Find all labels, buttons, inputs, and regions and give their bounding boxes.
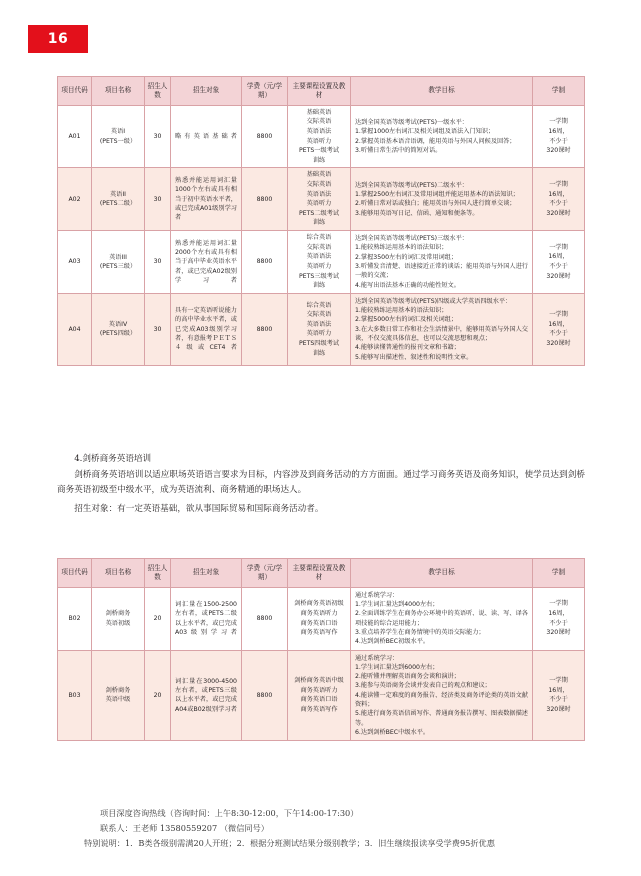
col-header-code: 项目代码 <box>58 559 92 588</box>
cell-term: 一学期 16周， 不少于 320课时 <box>533 231 585 294</box>
cell-name: 英语I (PETS一级） <box>92 105 145 168</box>
cell-quota: 30 <box>145 231 171 294</box>
cell-term: 一学期 16周， 不少于 320课时 <box>533 650 585 741</box>
cell-goal: 达到全国英语等级考试(PETS)二级水平： 1.掌握2500左右词汇及常用词组并能运用基本的语法知识； 2.听懂日常对话或独白；能用英语与外国人进行简单交谈； 3.能够用英语写日记、信函、通知和便条等。 <box>351 168 533 231</box>
col-header-name: 项目名称 <box>92 559 145 588</box>
col-header-term: 学制 <box>533 559 585 588</box>
cell-quota: 30 <box>145 168 171 231</box>
cell-name: 英语II (PETS二级） <box>92 168 145 231</box>
cell-goal: 通过系统学习： 1.学生词汇量达到4000左右； 2.全面训练学生在商务办公环境中的英语听、说、读、写、译各项技能的综合运用能力； 3.重点培养学生在商务情境中的英语交际能力； 4.达到剑桥BEC初级水平。 <box>351 587 533 650</box>
cell-code: A01 <box>58 105 92 168</box>
col-header-name: 项目名称 <box>92 77 145 106</box>
cell-name: 英语IV (PETS四级） <box>92 293 145 365</box>
cell-course: 综合英语 交际英语 英语语法 英语听力 PETS四级考试 训练 <box>288 293 351 365</box>
table-b-body <box>58 587 585 740</box>
business-english-course-table <box>57 558 585 741</box>
col-header-goal: 教学目标 <box>351 559 533 588</box>
cell-target: 词汇量在3000-4500左右者，或PETS三级以上水平者，或已完成A04或B02级别学习者 <box>171 650 242 741</box>
cell-goal: 达到全国英语等级考试(PETS)四级或大学英语四级水平： 1.能较熟练运用基本的语法知识； 2.掌握5000左右的词汇及相关词组； 3.在大多数日常工作和社会生活情景中，能够用英语与外国人交谈，不仅交流具体信息，也可以交流思想和观点； 4.能够读懂普通性的报刊文章和书籍； 5.能够写出描述性、叙述性和说明性文章。 <box>351 293 533 365</box>
cell-code: A04 <box>58 293 92 365</box>
col-header-target: 招生对象 <box>171 559 242 588</box>
cell-target: 熟悉并能运用词汇量1000个左右或具有相当于初中英语水平者，或已完成A01级别学习者 <box>171 168 242 231</box>
col-header-course: 主要课程设置及教材 <box>288 559 351 588</box>
cell-term: 一学期 16周， 不少于 320课时 <box>533 293 585 365</box>
cell-goal: 达到全国英语等级考试(PETS)一级水平： 1.掌握1000左右词汇及相关词组及语法入门知识； 2.掌握英语基本语音语调，能用英语与外国人问候及回答； 3.听懂日常生活中的简短对话。 <box>351 105 533 168</box>
cell-term: 一学期 16周， 不少于 320课时 <box>533 105 585 168</box>
table-header-row <box>58 559 585 588</box>
table-row <box>58 293 585 365</box>
cell-code: B02 <box>58 587 92 650</box>
cell-course: 基础英语 交际英语 英语语法 英语听力 PETS一级考试 训练 <box>288 105 351 168</box>
footer-notes: 特别说明：1．B类各级别需满20人开班；2．根据分班测试结果分级别教学；3．旧生继续报读享受学费95折优惠 <box>84 838 495 848</box>
cell-target: 词汇量在1500-2500左右者，或PETS二级以上水平者，或已完成A03级别学习者 <box>171 587 242 650</box>
footer-hotline: 项目深度咨询热线（咨询时间：上午8:30-12:00，下午14:00-17:30） <box>100 808 359 818</box>
cell-fee: 8800 <box>242 105 288 168</box>
table-row <box>58 168 585 231</box>
cell-course: 剑桥商务英语中级 商务英语听力 商务英语口语 商务英语写作 <box>288 650 351 741</box>
cell-term: 一学期 16周， 不少于 320课时 <box>533 168 585 231</box>
english-level-course-table <box>57 76 585 366</box>
cell-term: 一学期 16周， 不少于 320课时 <box>533 587 585 650</box>
cell-quota: 20 <box>145 587 171 650</box>
page-number-badge: 16 <box>28 25 88 53</box>
table-row <box>58 231 585 294</box>
table-header-row <box>58 77 585 106</box>
col-header-target: 招生对象 <box>171 77 242 106</box>
cell-course: 剑桥商务英语初级 商务英语听力 商务英语口语 商务英语写作 <box>288 587 351 650</box>
section-heading <box>57 452 585 467</box>
col-header-course: 主要课程设置及教材 <box>288 77 351 106</box>
section-paragraph-text: 剑桥商务英语培训以适应职场英语语言要求为目标，内容涉及到商务活动的方方面面。通过学习商务英语及商务知识，使学员达到剑桥商务英语初级至中级水平，成为英语流利、商务精通的职场达人。 <box>57 470 585 496</box>
col-header-term: 学制 <box>533 77 585 106</box>
cell-fee: 8800 <box>242 587 288 650</box>
cell-name: 剑桥商务 英语初级 <box>92 587 145 650</box>
section-audience <box>57 502 585 517</box>
footer-contact: 联系人：王老师 13580559207 （微信同号） <box>100 823 269 833</box>
cell-fee: 8800 <box>242 168 288 231</box>
col-header-code: 项目代码 <box>58 77 92 106</box>
cell-quota: 30 <box>145 293 171 365</box>
cell-course: 基础英语 交际英语 英语语法 英语听力 PETS二级考试 训练 <box>288 168 351 231</box>
cell-name: 剑桥商务 英语中级 <box>92 650 145 741</box>
col-header-goal: 教学目标 <box>351 77 533 106</box>
cell-target: 具有一定英语听说能力的高中毕业水平者，或已完成A03级别学习者，有意报考ＰＥＴＳ４级或CET4者 <box>171 293 242 365</box>
col-header-quota: 招生人数 <box>145 77 171 106</box>
table-a-body <box>58 105 585 365</box>
table-row <box>58 587 585 650</box>
section-heading-text: 4.剑桥商务英语培训 <box>74 454 152 464</box>
col-header-fee: 学费（元/学期） <box>242 77 288 106</box>
cell-code: B03 <box>58 650 92 741</box>
cell-code: A03 <box>58 231 92 294</box>
table-row <box>58 650 585 741</box>
section-audience-text: 招生对象：有一定英语基础，欲从事国际贸易和国际商务活动者。 <box>74 504 324 514</box>
section-paragraph <box>57 468 585 498</box>
cell-goal: 通过系统学习： 1.学生词汇量达到6000左右； 2.能听懂并理解英语商务会谈和演讲； 3.能参与英语商务会谈并发表自己的观点和建议； 4.能读懂一定难度的商务报告、经济类及商务评论类的英语文献资料； 5.能进行商务英语信函写作、普通商务报告撰写、图表数据描述等。 6.达到剑桥BEC中级水平。 <box>351 650 533 741</box>
col-header-fee: 学费（元/学期） <box>242 559 288 588</box>
cell-name: 英语III (PETS三级） <box>92 231 145 294</box>
cell-goal: 达到全国英语等级考试(PETS)三级水平： 1.能较熟练运用基本的语法知识； 2.掌握3500左右的词汇及常用词组； 3.听懂发音清楚、语速接近正常的谈话；能用英语与外国人进行一般的交流； 4.能写出语法基本正确的功能性短文。 <box>351 231 533 294</box>
cell-quota: 30 <box>145 105 171 168</box>
cell-target: 熟悉并能运用词汇量2000个左右或具有相当于高中毕业英语水平者，或已完成A02级别学习者 <box>171 231 242 294</box>
cell-quota: 20 <box>145 650 171 741</box>
table-row <box>58 105 585 168</box>
cell-fee: 8800 <box>242 293 288 365</box>
cell-target: 略有英语基础者 <box>171 105 242 168</box>
cell-code: A02 <box>58 168 92 231</box>
cell-fee: 8800 <box>242 650 288 741</box>
cell-fee: 8800 <box>242 231 288 294</box>
cell-course: 综合英语 交际英语 英语语法 英语听力 PETS三级考试 训练 <box>288 231 351 294</box>
col-header-quota: 招生人数 <box>145 559 171 588</box>
